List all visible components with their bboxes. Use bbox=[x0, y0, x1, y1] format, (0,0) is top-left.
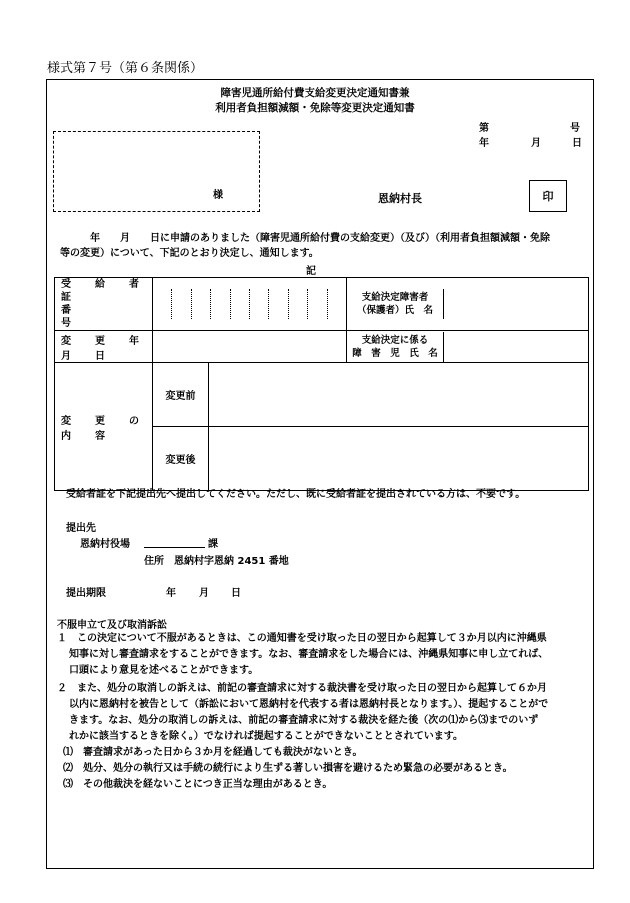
after-value bbox=[209, 427, 589, 491]
appeal-p2-line: れかに該当するときを除く。）でなければ提起することができないこととされています。 bbox=[69, 731, 463, 742]
date-nen: 年 bbox=[479, 138, 489, 149]
seal-label: 印 bbox=[542, 190, 554, 203]
submit-ka: 課 bbox=[208, 539, 218, 550]
recipient-sama: 様 bbox=[213, 190, 223, 201]
appeal-item: ⑶ その他裁決を経ないことにつき正当な理由があるとき。 bbox=[63, 779, 333, 790]
cert-number-digit-cells bbox=[153, 278, 347, 331]
issuer-mayor: 恩納村長 bbox=[378, 192, 422, 205]
cert-number-label bbox=[55, 278, 163, 331]
digit-cell bbox=[231, 289, 250, 319]
submit-note: 受給者証を下記提出先へ提出してください。ただし、既に受給者証を提出されている方は、不要です。 bbox=[66, 489, 526, 500]
guardian-label-line-1: 支給決定障害者 bbox=[361, 292, 429, 303]
cert-number-label-line-1: 受 給 者 証 bbox=[61, 279, 163, 303]
decision-table bbox=[54, 277, 589, 491]
change-date-label: 変 更 年 月 日 bbox=[55, 331, 153, 363]
digit-cell bbox=[289, 289, 308, 319]
before-label: 変更前 bbox=[153, 363, 209, 427]
department-blank-line bbox=[144, 547, 205, 548]
deadline-nichi: 日 bbox=[231, 588, 241, 599]
digit-cell bbox=[269, 289, 288, 319]
recipient-address-box bbox=[53, 131, 260, 212]
guardian-name-row bbox=[347, 278, 589, 331]
deadline-label: 提出期限 bbox=[66, 588, 106, 599]
change-content-label: 変 更 の 内 容 bbox=[55, 363, 153, 491]
before-value bbox=[209, 363, 589, 427]
doc-number-go: 号 bbox=[570, 123, 580, 134]
appeal-p2-line: 以内に恩納村を被告として（訴訟において恩納村を代表する者は恩納村長となります。）、提起することがで bbox=[69, 699, 549, 710]
child-label-line-2: 障 害 児 氏 名 bbox=[352, 347, 438, 359]
change-date-value bbox=[153, 331, 347, 363]
document-title-line-1: 障害児通所給付費支給変更決定通知書兼 bbox=[220, 87, 410, 99]
digit-cell bbox=[172, 289, 191, 319]
digit-cell bbox=[192, 289, 211, 319]
child-label-line-1: 支給決定に係る bbox=[361, 334, 429, 346]
submit-address: 住所 恩納村字恩納 2451 番地 bbox=[144, 556, 289, 567]
appeal-item: ⑴ 審査請求があった日から３か月を経過しても裁決がないとき。 bbox=[63, 747, 363, 758]
intro-paragraph bbox=[60, 231, 590, 261]
guardian-name-label bbox=[347, 289, 444, 319]
child-name-label bbox=[347, 332, 444, 362]
date-gatsu: 月 bbox=[531, 138, 541, 149]
digit-cell bbox=[308, 289, 327, 319]
doc-number-dai: 第 bbox=[479, 123, 489, 134]
child-name-value bbox=[444, 332, 588, 362]
form-number-label: 様式第７号（第６条関係） bbox=[47, 61, 204, 76]
appeal-p1-line: １ この決定について不服があるときは、この通知書を受け取った日の翌日から起算して３か月以内に沖縄県 bbox=[57, 633, 547, 644]
digit-cell bbox=[211, 289, 230, 319]
deadline-nen: 年 bbox=[166, 588, 176, 599]
appeal-item: ⑵ 処分、処分の執行又は手続の続行により生ずる著しい損害を避けるため緊急の必要があるとき。 bbox=[63, 763, 513, 774]
document-title-line-2: 利用者負担額減額・免除等変更決定通知書 bbox=[215, 102, 415, 114]
appeal-p2-line: ２ また、処分の取消しの訴えは、前記の審査請求に対する裁決書を受け取った日の翌日から起算して６か月 bbox=[57, 683, 547, 694]
cert-number-label-line-2: 番 号 bbox=[61, 305, 163, 329]
appeal-paragraph-1 bbox=[57, 631, 591, 679]
digit-cell bbox=[153, 289, 172, 319]
guardian-label-line-2: （保護者）氏 名 bbox=[356, 305, 433, 316]
appeal-items bbox=[63, 745, 591, 793]
deadline-gatsu: 月 bbox=[199, 588, 209, 599]
digit-cell bbox=[328, 289, 346, 319]
appeal-p1-line: 口頭により意見を述べることができます。 bbox=[69, 665, 259, 676]
appeal-heading: 不服申立て及び取消訴訟 bbox=[57, 620, 167, 631]
appeal-paragraph-2 bbox=[57, 681, 591, 745]
intro-line-2: 等の変更）について、下記のとおり決定し、通知します。 bbox=[60, 248, 319, 259]
intro-line-1: 年 月 日に申請のありました（障害児通所給付費の支給変更）（及び）（利用者負担額減額・免除 bbox=[90, 233, 550, 244]
submit-to-heading: 提出先 bbox=[66, 523, 96, 534]
after-label: 変更後 bbox=[153, 427, 209, 491]
seal-box bbox=[529, 180, 567, 212]
appeal-p2-line: きます。なお、処分の取消しの訴えは、前記の審査請求に対する裁決を経た後（次の⑴から⑶までのいず bbox=[69, 715, 539, 726]
ki-heading: 記 bbox=[306, 266, 316, 277]
child-name-row bbox=[347, 331, 589, 363]
digit-cell bbox=[250, 289, 269, 319]
date-nichi: 日 bbox=[572, 138, 582, 149]
guardian-name-value bbox=[444, 289, 588, 319]
appeal-p1-line: 知事に対し審査請求をすることができます。なお、審査請求をした場合には、沖縄県知事に申し立てれば、 bbox=[69, 649, 549, 660]
submit-office: 恩納村役場 bbox=[80, 539, 130, 550]
